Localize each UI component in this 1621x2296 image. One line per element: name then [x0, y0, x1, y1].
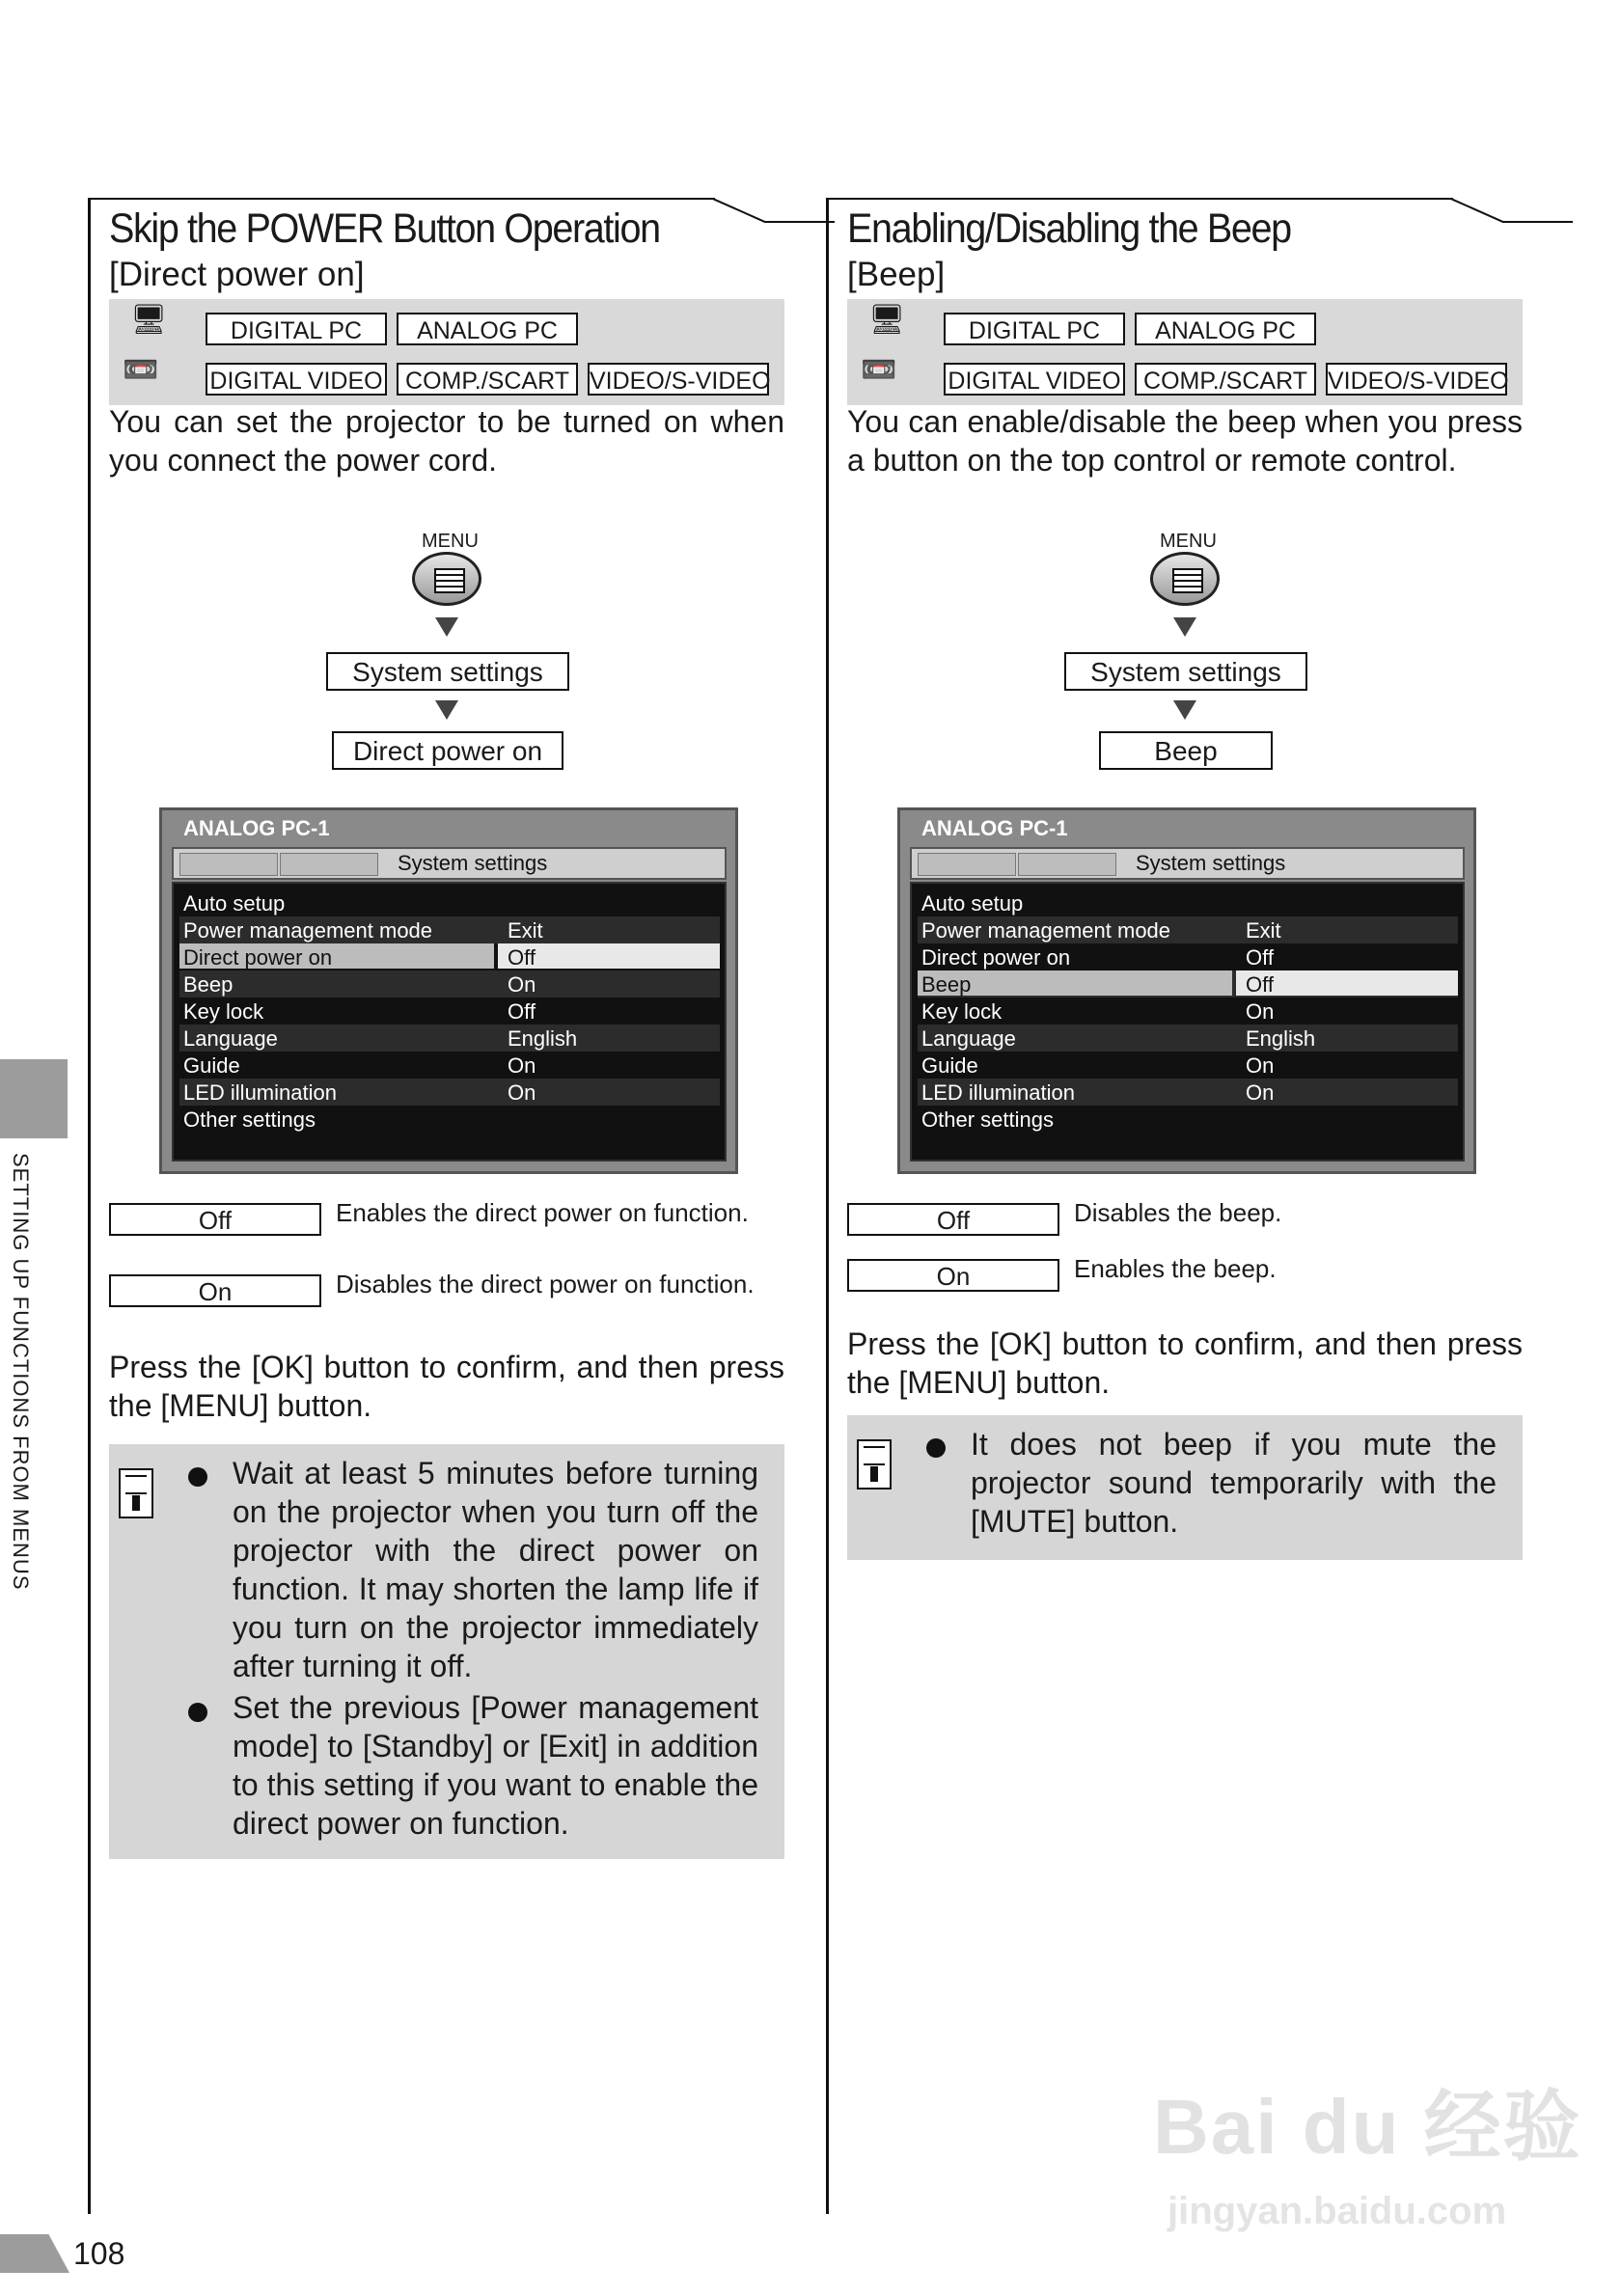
tag-analog-pc: ANALOG PC — [1135, 313, 1316, 345]
osd-row: Key lock On — [921, 999, 1275, 1024]
note-box — [847, 1415, 1523, 1560]
section-subtitle: [Direct power on] — [109, 256, 365, 293]
tag-analog-pc: ANALOG PC — [397, 313, 578, 345]
osd-row-selected: Beep Off — [918, 970, 1458, 998]
osd-row: Language English — [179, 1025, 720, 1052]
option-on-desc: Disables the direct power on function. — [336, 1270, 755, 1298]
input-source-box — [847, 299, 1523, 405]
intro-text: You can set the projector to be turned on when you connect the power cord. — [109, 404, 784, 478]
page-number: 108 — [73, 2236, 125, 2271]
option-on-desc: Enables the beep. — [1074, 1254, 1277, 1283]
tag-video-svideo: VIDEO/S-VIDEO — [1326, 363, 1507, 396]
tag-digital-video: DIGITAL VIDEO — [206, 363, 387, 396]
menu-button-icon — [1150, 552, 1220, 606]
option-off: Off — [109, 1203, 321, 1236]
section-subtitle: [Beep] — [847, 256, 946, 293]
tag-comp-scart: COMP./SCART — [1135, 363, 1316, 396]
tag-comp-scart: COMP./SCART — [397, 363, 578, 396]
osd-row: Power management mode Exit — [918, 916, 1458, 943]
osd-row: Key lock Off — [183, 999, 536, 1024]
osd-row: LED illumination On — [179, 1079, 720, 1106]
left-column — [88, 198, 797, 2214]
osd-row: Guide On — [921, 1053, 1275, 1078]
osd-row: Language English — [918, 1025, 1458, 1052]
osd-row: Guide On — [183, 1053, 536, 1078]
option-on: On — [109, 1274, 321, 1307]
confirm-text: Press the [OK] button to confirm, and then press the [MENU] button. — [847, 1326, 1523, 1400]
monitor-icon: 🖥 — [868, 304, 906, 336]
osd-screenshot — [159, 807, 738, 1174]
menu-button-icon — [412, 552, 481, 606]
flow-step-system-settings: System settings — [326, 652, 569, 691]
note-item: Wait at least 5 minutes before turning on the projector when you turn off the projector with the direct power on function. It may shorten the lamp life if you turn on the projector immediately after turning it off. — [233, 1456, 758, 1683]
osd-row: Other settings — [921, 1107, 1054, 1132]
monitor-icon: 🖥 — [130, 304, 168, 336]
osd-screenshot — [897, 807, 1476, 1174]
tag-digital-pc: DIGITAL PC — [944, 313, 1125, 345]
section-side-label: SETTING UP FUNCTIONS FROM MENUS — [9, 1153, 33, 1591]
down-arrow-icon — [1173, 700, 1196, 720]
option-off: Off — [847, 1203, 1059, 1236]
menu-label: MENU — [422, 531, 479, 552]
note-item: It does not beep if you mute the projector sound temporarily with the [MUTE] button. — [971, 1427, 1497, 1539]
osd-tab-label: System settings — [398, 851, 548, 875]
down-arrow-icon — [435, 700, 458, 720]
option-off-desc: Enables the direct power on function. — [336, 1198, 749, 1227]
right-column — [826, 198, 1535, 2214]
bullet-icon — [926, 1438, 946, 1458]
section-title: Enabling/Disabling the Beep — [847, 205, 1291, 252]
section-title: Skip the POWER Button Operation — [109, 205, 660, 252]
section-tab — [0, 1059, 68, 1138]
osd-row: Other settings — [183, 1107, 316, 1132]
bullet-icon — [188, 1467, 207, 1487]
osd-row: Auto setup — [183, 891, 286, 916]
osd-menu-list — [172, 882, 727, 1162]
osd-row-selected: Direct power on Off — [179, 943, 720, 970]
note-box — [109, 1444, 784, 1859]
down-arrow-icon — [1173, 617, 1196, 637]
osd-row: Power management mode Exit — [179, 916, 720, 943]
intro-text: You can enable/disable the beep when you press a button on the top control or remote control. — [847, 404, 1523, 478]
osd-row: LED illumination On — [918, 1079, 1458, 1106]
watermark-url: jingyan.baidu.com — [1168, 2190, 1507, 2232]
menu-label: MENU — [1160, 531, 1217, 552]
flow-step-system-settings: System settings — [1064, 652, 1307, 691]
tag-video-svideo: VIDEO/S-VIDEO — [588, 363, 769, 396]
osd-menu-list — [910, 882, 1465, 1162]
watermark-logo: Bai du 经验 — [1153, 2084, 1582, 2170]
osd-title: ANALOG PC-1 — [921, 816, 1068, 840]
video-deck-icon: 📼 — [123, 354, 159, 386]
note-icon — [857, 1439, 892, 1490]
flow-step-beep: Beep — [1099, 731, 1273, 770]
osd-row: Direct power on Off — [921, 945, 1274, 970]
page-number-tab — [0, 2234, 69, 2273]
option-on: On — [847, 1259, 1059, 1292]
osd-title: ANALOG PC-1 — [183, 816, 330, 840]
video-deck-icon: 📼 — [861, 354, 897, 386]
down-arrow-icon — [435, 617, 458, 637]
input-source-box — [109, 299, 784, 405]
osd-row: Beep On — [179, 970, 720, 998]
confirm-text: Press the [OK] button to confirm, and then press the [MENU] button. — [109, 1350, 784, 1423]
tag-digital-pc: DIGITAL PC — [206, 313, 387, 345]
option-off-desc: Disables the beep. — [1074, 1198, 1282, 1227]
osd-tab-label: System settings — [1136, 851, 1286, 875]
flow-step-direct-power-on: Direct power on — [332, 731, 563, 770]
tag-digital-video: DIGITAL VIDEO — [944, 363, 1125, 396]
bullet-icon — [188, 1703, 207, 1722]
note-icon — [119, 1468, 153, 1518]
note-item: Set the previous [Power management mode] to [Standby] or [Exit] in addition to this setting if you want to enable the direct power on function. — [233, 1690, 758, 1841]
osd-row: Auto setup — [921, 891, 1024, 916]
